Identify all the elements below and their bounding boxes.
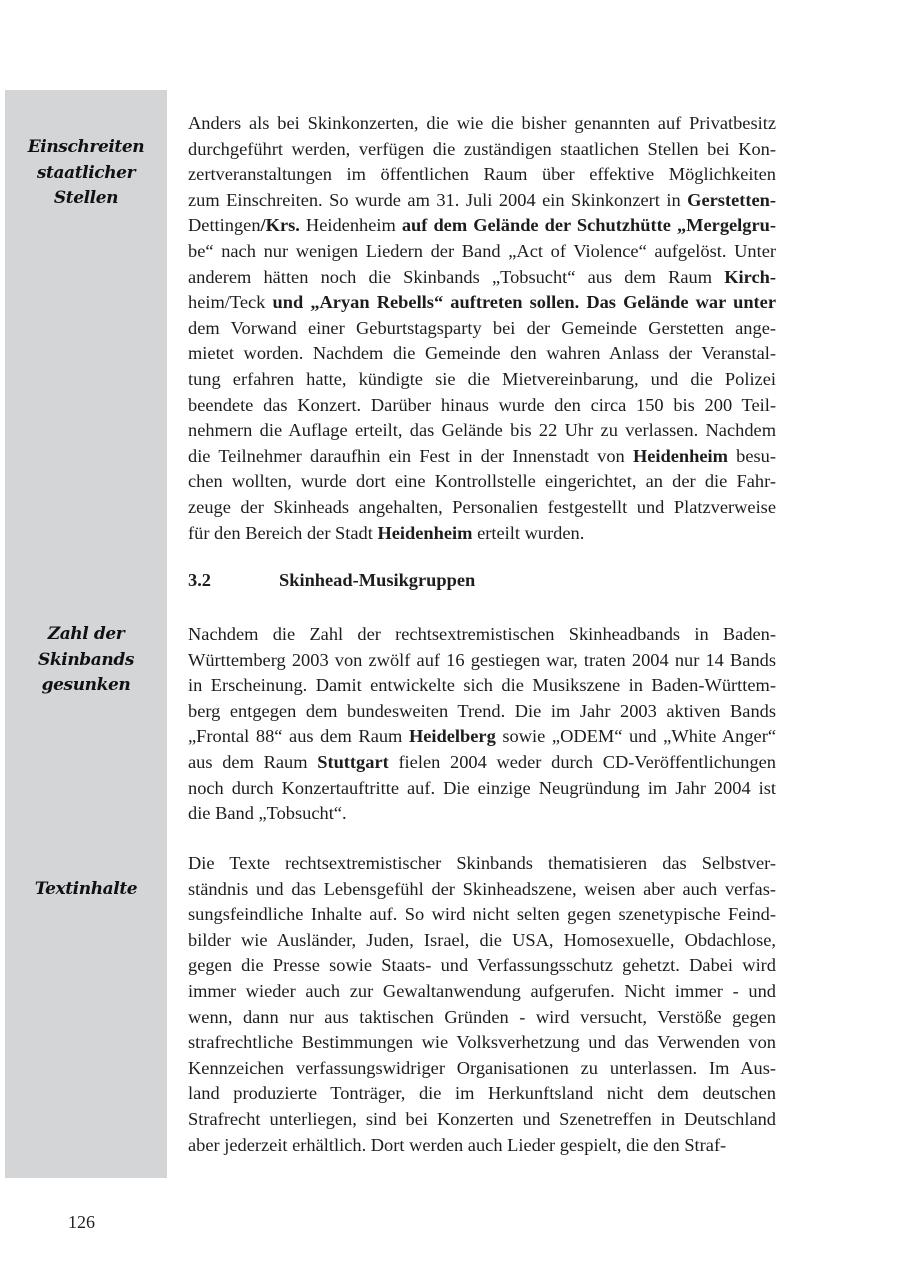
text-segment: dem Vorwand einer Geburtstagsparty bei der Gemeinde Gerstetten ange-: [188, 317, 776, 338]
paragraph-einschreiten: [188, 111, 776, 546]
margin-note-einschreiten: [5, 135, 167, 212]
text-segment: mietet worden. Nachdem die Gemeinde den wahren Anlass der Veranstal-: [188, 343, 776, 364]
text-segment: zum Einschreiten. So wurde am 31. Juli 2004 ein Skinkonzert in: [188, 189, 688, 210]
text-segment: chen wollten, wurde dort eine Kontrollstelle eingerichtet, an der die Fahr-: [188, 471, 776, 492]
text-line: [188, 316, 776, 342]
margin-note-line: Zahl der: [47, 624, 125, 644]
text-segment: zertveranstaltungen im öffentlichen Raum über effektive Möglichkeiten: [188, 164, 776, 185]
text-line: [188, 648, 776, 674]
margin-note-textinhalte: [5, 877, 167, 903]
paragraph-textinhalte: [188, 851, 776, 1158]
text-line: [188, 137, 776, 163]
text-line: [188, 367, 776, 393]
text-line: [188, 188, 776, 214]
place-name: Kirch-: [724, 266, 776, 287]
place-name: Heidenheim: [377, 522, 473, 543]
place-name: Stuttgart: [317, 751, 389, 772]
place-name: Gerstetten-: [687, 189, 776, 210]
text-segment: anderem hätten noch die Skinbands „Tobsucht“ aus dem Raum: [188, 266, 725, 287]
text-line: [188, 1107, 776, 1133]
text-segment: erteilt wurden.: [472, 522, 585, 543]
text-line: [188, 239, 776, 265]
text-line: [188, 1005, 776, 1031]
text-line: [188, 418, 776, 444]
text-segment: Heidenheim: [305, 215, 396, 236]
text-line: [188, 750, 776, 776]
text-segment: für den Bereich der Stadt: [188, 522, 378, 543]
margin-note-line: Einschreiten: [27, 137, 145, 157]
text-segment: Kennzeichen verfassungswidriger Organisationen zu unterlassen. Im Aus-: [188, 1057, 776, 1078]
margin-note-line: Stellen: [53, 188, 119, 209]
text-segment: bilder wie Ausländer, Juden, Israel, die USA, Homosexuelle, Obdachlose,: [188, 929, 776, 950]
text-segment: aus dem Raum: [188, 751, 318, 772]
text-line: [188, 776, 776, 802]
text-segment: immer wieder auch zur Gewaltanwendung aufgerufen. Nicht immer - und: [188, 980, 776, 1001]
text-segment: sowie „ODEM“ und „White Anger“: [495, 726, 776, 747]
text-segment: die Teilnehmer daraufhin ein Fest in der Innenstadt von: [188, 445, 633, 466]
text-line: [188, 213, 776, 239]
text-line: [188, 290, 776, 316]
text-line: [188, 521, 776, 547]
text-segment: Nachdem die Zahl der rechtsextremistischen Skinheadbands in Baden-: [188, 624, 776, 644]
text-segment: ständnis und das Lebensgefühl der Skinheadszene, weisen aber auch verfas-: [188, 878, 776, 899]
text-line: [188, 953, 776, 979]
text-segment: Anders als bei Skinkonzerten, die wie die bisher genannten auf Privatbesitz: [188, 113, 776, 133]
text-segment: beendete das Konzert. Darüber hinaus wurde den circa 150 bis 200 Teil-: [188, 394, 776, 415]
text-segment: aber jederzeit erhältlich. Dort werden auch Lieder gespielt, die den Straf-: [188, 1134, 727, 1155]
paragraph-skinbands: [188, 622, 776, 827]
text-segment: durchgeführt werden, verfügen die zuständigen staatlichen Stellen bei Kon-: [188, 138, 776, 159]
text-segment: land produzierte Tonträger, die im Herkunftsland nicht dem deutschen: [188, 1083, 776, 1104]
text-segment: fielen 2004 weder durch CD-Veröffentlichungen: [388, 751, 776, 772]
page-number: 126: [68, 1212, 95, 1232]
text-segment: in Erscheinung. Damit entwickelte sich die Musikszene in Baden-Württem-: [188, 675, 776, 696]
text-line: [188, 877, 776, 903]
text-line: [188, 979, 776, 1005]
text-segment: die Band „Tobsucht“.: [188, 803, 347, 824]
text-segment: Die Texte rechtsextremistischer Skinbands thematisieren das Selbstver-: [188, 853, 776, 873]
text-line: [188, 111, 776, 137]
margin-note-line: Textinhalte: [34, 879, 138, 899]
text-segment: strafrechtliche Bestimmungen wie Volksverhetzung und das Verwenden von: [188, 1032, 776, 1053]
text-segment: gegen die Presse sowie Staats- und Verfassungsschutz gehetzt. Dabei wird: [188, 955, 776, 976]
text-segment: Dettingen: [188, 215, 261, 236]
text-segment: nehmern die Auflage erteilt, das Gelände bis 22 Uhr zu verlassen. Nachdem: [188, 420, 776, 441]
place-name: auf dem Gelände der Schutzhütte „Mergelgru-: [395, 215, 777, 236]
text-line: [188, 469, 776, 495]
text-line: [188, 1056, 776, 1082]
text-line: [188, 162, 776, 188]
text-line: [188, 393, 776, 419]
text-segment: zeuge der Skinheads angehalten, Personalien festgestellt und Platzverweise: [188, 496, 776, 517]
text-line: [188, 341, 776, 367]
text-line: [188, 801, 776, 827]
text-line: [188, 1030, 776, 1056]
text-segment: sungsfeindliche Inhalte auf. So wird nicht selten gegen szenetypische Feind-: [188, 904, 776, 925]
margin-note-line: staatlicher: [36, 162, 136, 183]
text-line: [188, 1133, 776, 1159]
section-title: Skinhead-Musikgruppen: [279, 570, 476, 590]
text-segment: Württemberg 2003 von zwölf auf 16 gestiegen war, traten 2004 nur 14 Bands: [188, 649, 776, 670]
place-name: Heidenheim: [632, 445, 728, 466]
place-name: und „Aryan Rebells“ auftreten sollen. Das Gelände war unter: [265, 292, 776, 313]
text-segment: be“ nach nur wenigen Liedern der Band „Act of Violence“ aufgelöst. Unter: [188, 240, 776, 261]
margin-note-line: gesunken: [41, 675, 131, 696]
text-segment: noch durch Konzertauftritte auf. Die einzige Neugründung im Jahr 2004 ist: [188, 777, 776, 798]
text-segment: berg entgegen dem bundesweiten Trend. Die im Jahr 2003 aktiven Bands: [188, 700, 776, 721]
text-segment: Strafrecht unterliegen, sind bei Konzerten und Szenetreffen in Deutschland: [188, 1108, 776, 1129]
text-segment: heim/Teck: [188, 292, 266, 313]
text-line: [188, 699, 776, 725]
text-line: [188, 928, 776, 954]
text-line: [188, 495, 776, 521]
text-segment: wenn, dann nur aus taktischen Gründen - wird versucht, Verstöße gegen: [188, 1006, 776, 1027]
text-segment: besu-: [727, 445, 776, 466]
text-line: [188, 673, 776, 699]
text-line: [188, 265, 776, 291]
text-line: [188, 1081, 776, 1107]
text-line: [188, 902, 776, 928]
text-segment: „Frontal 88“ aus dem Raum: [188, 726, 409, 747]
margin-note-line: Skinbands: [38, 649, 134, 670]
text-segment: tung erfahren hatte, kündigte sie die Mietvereinbarung, und die Polizei: [188, 368, 776, 389]
text-line: [188, 724, 776, 750]
text-line: [188, 444, 776, 470]
text-line: [188, 851, 776, 877]
section-number: 3.2: [188, 570, 211, 590]
text-line: [188, 622, 776, 648]
place-name: Heidelberg: [408, 726, 496, 747]
margin-note-zahl-der-skinbands: [5, 622, 167, 699]
place-name: /Krs.: [260, 215, 306, 236]
section-heading: [188, 570, 475, 591]
